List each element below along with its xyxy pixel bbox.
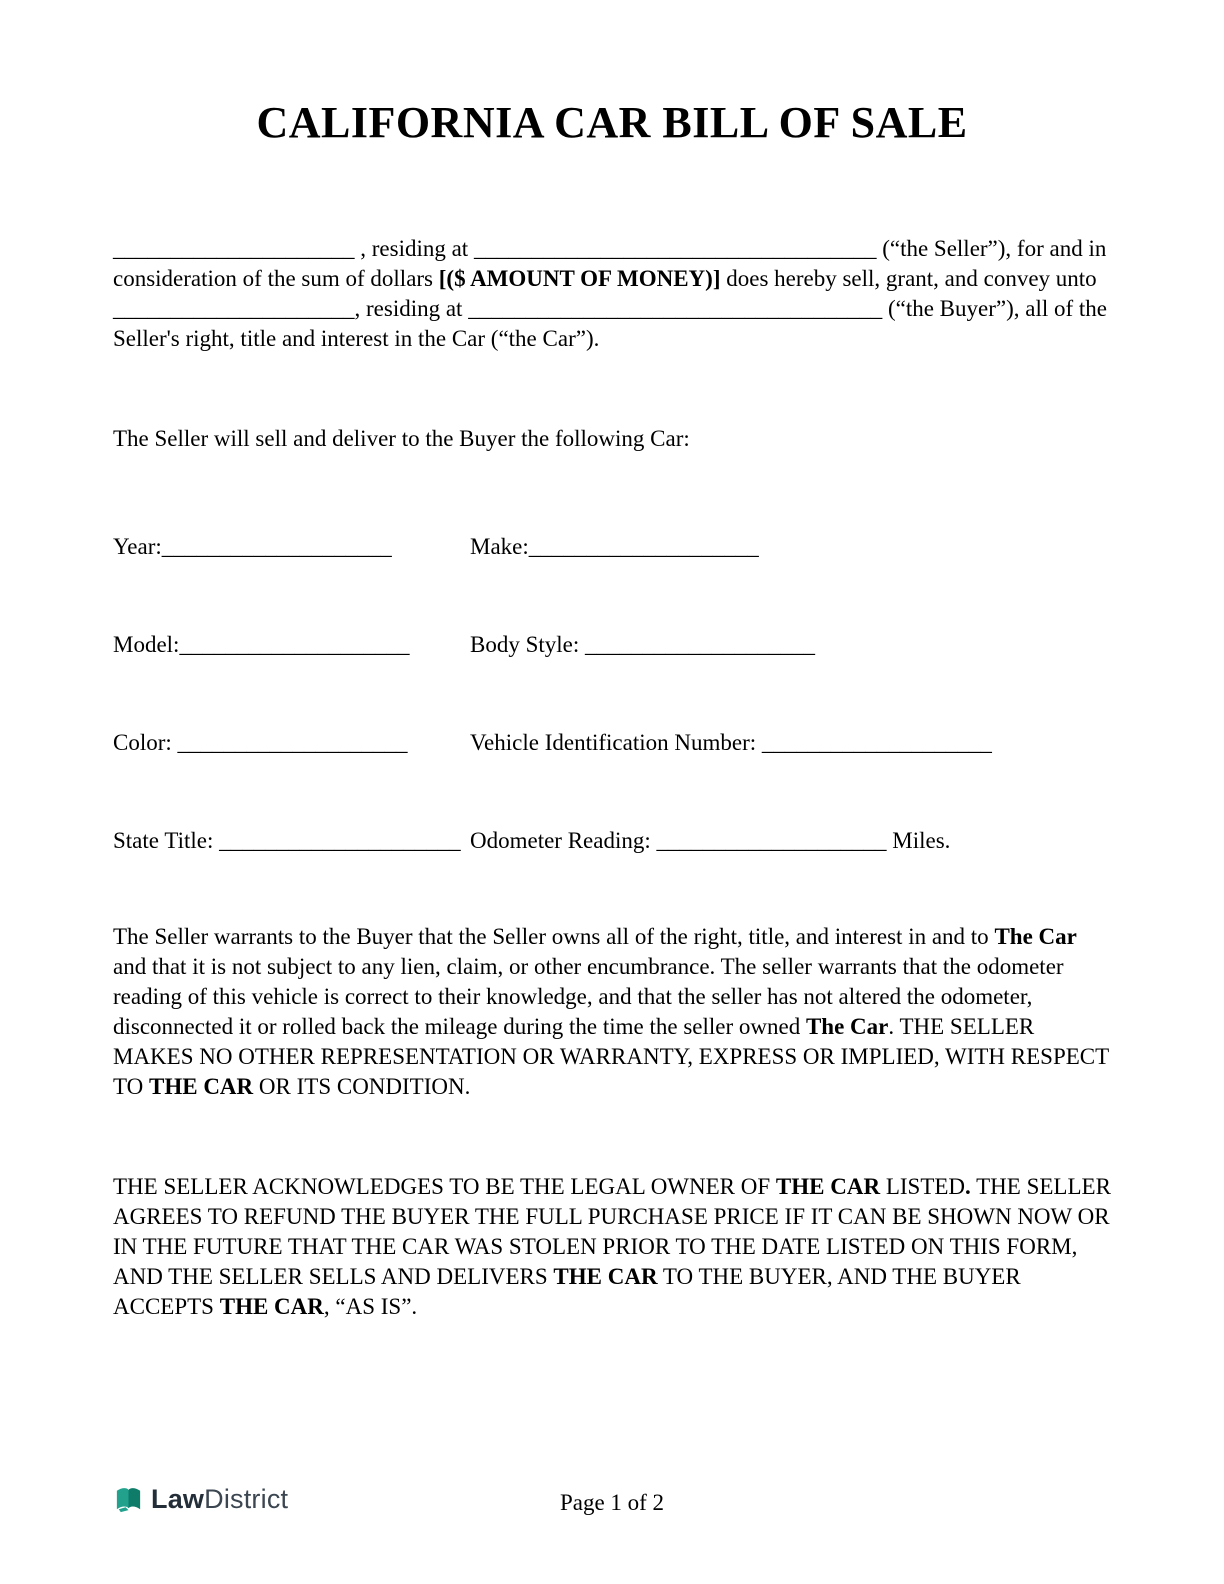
field-row-year-make [113, 532, 1111, 562]
logo-district: District [204, 1484, 289, 1514]
field-row-color-vin [113, 728, 1111, 758]
logo-law: Law [151, 1484, 205, 1514]
field-body-style [470, 630, 1111, 660]
model-label: Model: [113, 632, 180, 658]
page-number: Page 1 of 2 [559, 1490, 665, 1515]
odometer-label: Odometer Reading: [470, 828, 657, 854]
vin-blank: ____________________ [761, 730, 992, 756]
odometer-suffix: Miles. [886, 828, 951, 854]
make-label: Make: [470, 534, 529, 560]
state-title-label: State Title: [113, 828, 220, 854]
field-row-model-bodystyle [113, 630, 1111, 660]
deliver-statement: The Seller will sell and deliver to the Buyer the following Car: [113, 426, 690, 452]
field-make [470, 532, 1111, 562]
field-odometer [470, 826, 1111, 856]
color-blank: ____________________ [177, 730, 408, 756]
color-label: Color: [113, 730, 178, 756]
field-model [113, 630, 470, 660]
vin-label: Vehicle Identification Number: [470, 730, 762, 756]
year-label: Year: [113, 534, 162, 560]
intro-paragraph: _____________________ , residing at ___________________________________ (“the Seller”), for and in consideration of the sum of dollars [($ AMOUNT OF MONEY)] does hereby sell, grant, and convey unto _____________________, residing at ____________________________________ (“the Buyer”), all of the Seller's right, title and interest in the Car (“the Car”). [113, 236, 1107, 352]
field-year [113, 532, 470, 562]
warranty-paragraph: The Seller warrants to the Buyer that the Seller owns all of the right, title, and interest in and to The Car and that it is not subject to any lien, claim, or other encumbrance. The seller warrants that the odometer reading of this vehicle is correct to their knowledge, and that the seller has not altered the odometer, disconnected it or rolled back the mileage during the time the seller owned The Car. THE SELLER MAKES NO OTHER REPRESENTATION OR WARRANTY, EXPRESS OR IMPLIED, WITH RESPECT TO THE CAR OR ITS CONDITION. [113, 924, 1109, 1100]
field-color [113, 728, 470, 758]
body-style-blank: ____________________ [585, 632, 816, 658]
make-blank: ____________________ [528, 534, 759, 560]
odometer-blank: ____________________ [656, 828, 887, 854]
year-blank: ____________________ [161, 534, 392, 560]
field-row-statetitle-odometer [113, 826, 1111, 856]
page-footer [0, 1482, 1224, 1524]
document-title: CALIFORNIA CAR BILL OF SALE [256, 98, 968, 147]
body-style-label: Body Style: [470, 632, 586, 658]
state-title-blank: _____________________ [219, 828, 461, 854]
acknowledgement-paragraph: THE SELLER ACKNOWLEDGES TO BE THE LEGAL OWNER OF THE CAR LISTED. THE SELLER AGREES TO REFUND THE BUYER THE FULL PURCHASE PRICE IF IT CAN BE SHOWN NOW OR IN THE FUTURE THAT THE CAR WAS STOLEN PRIOR TO THE DATE LISTED ON THIS FORM, AND THE SELLER SELLS AND DELIVERS THE CAR TO THE BUYER, AND THE BUYER ACCEPTS THE CAR, “AS IS”. [113, 1174, 1111, 1320]
field-state-title [113, 826, 470, 856]
model-blank: ____________________ [179, 632, 410, 658]
field-vin [470, 728, 1111, 758]
